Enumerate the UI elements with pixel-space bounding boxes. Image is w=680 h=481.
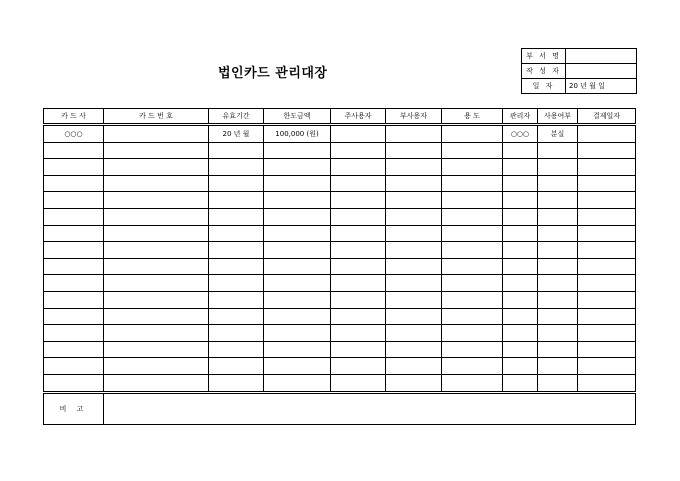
- table-cell[interactable]: [442, 275, 503, 292]
- table-cell[interactable]: [442, 208, 503, 225]
- table-cell[interactable]: [104, 258, 209, 275]
- table-row: [44, 175, 636, 192]
- table-cell[interactable]: [331, 258, 386, 275]
- table-cell[interactable]: [538, 308, 578, 325]
- remarks-field[interactable]: [104, 392, 636, 424]
- table-cell[interactable]: [538, 208, 578, 225]
- column-header: 결제일자: [578, 109, 636, 125]
- table-cell[interactable]: [44, 225, 104, 242]
- table-cell[interactable]: 20 년 월: [209, 125, 264, 143]
- table-cell[interactable]: [442, 291, 503, 308]
- table-cell[interactable]: [442, 242, 503, 259]
- table-cell[interactable]: [386, 208, 442, 225]
- table-cell[interactable]: [503, 325, 538, 342]
- table-cell[interactable]: [209, 325, 264, 342]
- table-cell[interactable]: [104, 192, 209, 209]
- table-cell[interactable]: [331, 125, 386, 143]
- table-cell[interactable]: [44, 325, 104, 342]
- table-cell[interactable]: [442, 159, 503, 176]
- approval-row: [522, 64, 637, 79]
- table-cell[interactable]: [578, 308, 636, 325]
- column-header: 주사용자: [331, 109, 386, 125]
- table-row: [44, 142, 636, 159]
- table-cell[interactable]: [538, 291, 578, 308]
- table-cell[interactable]: [386, 291, 442, 308]
- table-cell[interactable]: [264, 208, 331, 225]
- table-cell[interactable]: [44, 192, 104, 209]
- table-row: [44, 125, 636, 143]
- approval-label: 부 서 명: [522, 49, 566, 64]
- table-cell[interactable]: [386, 159, 442, 176]
- table-cell[interactable]: [538, 358, 578, 375]
- table-cell[interactable]: [538, 142, 578, 159]
- table-cell[interactable]: [442, 225, 503, 242]
- table-cell[interactable]: [331, 175, 386, 192]
- table-cell[interactable]: 분실: [538, 125, 578, 143]
- table-cell[interactable]: [386, 308, 442, 325]
- table-cell[interactable]: [44, 175, 104, 192]
- table-cell[interactable]: [442, 192, 503, 209]
- table-cell[interactable]: [104, 125, 209, 143]
- table-cell[interactable]: [578, 358, 636, 375]
- table-cell[interactable]: [578, 225, 636, 242]
- table-cell[interactable]: [578, 208, 636, 225]
- table-cell[interactable]: [503, 208, 538, 225]
- table-cell[interactable]: [264, 308, 331, 325]
- table-cell[interactable]: [578, 258, 636, 275]
- table-cell[interactable]: [538, 374, 578, 392]
- table-cell[interactable]: [209, 308, 264, 325]
- table-cell[interactable]: [538, 192, 578, 209]
- table-cell[interactable]: ○○○: [44, 125, 104, 143]
- table-cell[interactable]: [331, 159, 386, 176]
- table-cell[interactable]: [442, 125, 503, 143]
- table-cell[interactable]: [209, 258, 264, 275]
- table-cell[interactable]: [503, 358, 538, 375]
- table-cell[interactable]: [331, 291, 386, 308]
- table-cell[interactable]: [104, 225, 209, 242]
- table-cell[interactable]: [331, 192, 386, 209]
- table-cell[interactable]: [331, 242, 386, 259]
- remarks-row: [44, 392, 636, 424]
- table-cell[interactable]: [386, 225, 442, 242]
- header-row: [44, 109, 636, 125]
- table-cell[interactable]: [386, 142, 442, 159]
- table-row: [44, 258, 636, 275]
- column-header: 카 드 사: [44, 109, 104, 125]
- table-cell[interactable]: [386, 125, 442, 143]
- table-cell[interactable]: [503, 258, 538, 275]
- table-row: [44, 291, 636, 308]
- table-cell[interactable]: [104, 159, 209, 176]
- table-cell[interactable]: [209, 142, 264, 159]
- table-cell[interactable]: [331, 374, 386, 392]
- table-cell[interactable]: [578, 125, 636, 143]
- table-cell[interactable]: [209, 225, 264, 242]
- table-cell[interactable]: [578, 275, 636, 292]
- table-cell[interactable]: [331, 308, 386, 325]
- table-cell[interactable]: [538, 341, 578, 358]
- table-cell[interactable]: [538, 325, 578, 342]
- table-cell[interactable]: [264, 225, 331, 242]
- table-cell[interactable]: [44, 142, 104, 159]
- table-cell[interactable]: [386, 192, 442, 209]
- approval-box: [521, 48, 637, 94]
- table-cell[interactable]: [209, 208, 264, 225]
- table-cell[interactable]: [104, 242, 209, 259]
- table-cell[interactable]: [264, 192, 331, 209]
- table-cell[interactable]: [209, 275, 264, 292]
- table-cell[interactable]: [44, 242, 104, 259]
- table-cell[interactable]: [44, 341, 104, 358]
- table-cell[interactable]: [442, 175, 503, 192]
- table-cell[interactable]: [331, 358, 386, 375]
- table-cell[interactable]: [264, 291, 331, 308]
- table-cell[interactable]: [503, 175, 538, 192]
- table-cell[interactable]: [44, 358, 104, 375]
- table-cell[interactable]: [209, 358, 264, 375]
- table-cell[interactable]: [578, 142, 636, 159]
- table-cell[interactable]: [104, 291, 209, 308]
- table-cell[interactable]: [386, 341, 442, 358]
- table-cell[interactable]: [44, 258, 104, 275]
- table-cell[interactable]: [503, 225, 538, 242]
- table-cell[interactable]: [264, 258, 331, 275]
- table-cell[interactable]: [503, 192, 538, 209]
- table-cell[interactable]: 100,000 (원): [264, 125, 331, 143]
- table-cell[interactable]: [503, 374, 538, 392]
- table-cell[interactable]: [538, 159, 578, 176]
- table-cell[interactable]: [331, 208, 386, 225]
- table-cell[interactable]: [442, 308, 503, 325]
- table-cell[interactable]: [578, 192, 636, 209]
- table-cell[interactable]: [538, 275, 578, 292]
- table-cell[interactable]: [386, 374, 442, 392]
- column-header: 한도금액: [264, 109, 331, 125]
- table-cell[interactable]: [331, 225, 386, 242]
- document-title: 법인카드 관리대장: [218, 66, 328, 81]
- column-header: 부사용자: [386, 109, 442, 125]
- table-cell[interactable]: [386, 358, 442, 375]
- column-header: 관리자: [503, 109, 538, 125]
- table-cell[interactable]: [442, 358, 503, 375]
- table-cell[interactable]: [538, 225, 578, 242]
- table-cell[interactable]: [331, 142, 386, 159]
- table-cell[interactable]: [386, 242, 442, 259]
- table-row: [44, 341, 636, 358]
- table-cell[interactable]: [442, 142, 503, 159]
- table-cell[interactable]: [44, 159, 104, 176]
- table-cell[interactable]: [264, 242, 331, 259]
- table-cell[interactable]: [209, 242, 264, 259]
- table-row: [44, 358, 636, 375]
- table-cell[interactable]: [104, 308, 209, 325]
- table-row: [44, 192, 636, 209]
- table-cell[interactable]: [386, 275, 442, 292]
- table-cell[interactable]: [104, 325, 209, 342]
- approval-label: 일 자: [522, 79, 566, 94]
- table-cell[interactable]: [503, 142, 538, 159]
- table-row: [44, 325, 636, 342]
- table-row: [44, 208, 636, 225]
- table-cell[interactable]: [104, 358, 209, 375]
- table-row: [44, 374, 636, 392]
- table-cell[interactable]: [209, 175, 264, 192]
- table-cell[interactable]: [386, 325, 442, 342]
- table-cell[interactable]: [578, 291, 636, 308]
- table-cell[interactable]: [503, 159, 538, 176]
- table-cell[interactable]: [264, 142, 331, 159]
- table-cell[interactable]: [442, 258, 503, 275]
- table-cell[interactable]: [331, 325, 386, 342]
- table-cell[interactable]: [209, 374, 264, 392]
- approval-row: [522, 79, 637, 94]
- table-cell[interactable]: [386, 258, 442, 275]
- table-cell[interactable]: [503, 242, 538, 259]
- table-cell[interactable]: [538, 175, 578, 192]
- column-header: 용 도: [442, 109, 503, 125]
- table-cell[interactable]: [264, 374, 331, 392]
- table-cell[interactable]: [578, 175, 636, 192]
- column-header: 카 드 번 호: [104, 109, 209, 125]
- table-cell[interactable]: [386, 175, 442, 192]
- table-cell[interactable]: [264, 358, 331, 375]
- table-cell[interactable]: [578, 325, 636, 342]
- table-cell[interactable]: [503, 308, 538, 325]
- table-row: [44, 159, 636, 176]
- approval-value[interactable]: [566, 49, 637, 64]
- table-cell[interactable]: [442, 341, 503, 358]
- table-cell[interactable]: [264, 275, 331, 292]
- table-cell[interactable]: [331, 275, 386, 292]
- table-cell[interactable]: [578, 242, 636, 259]
- table-cell[interactable]: [44, 291, 104, 308]
- table-cell[interactable]: [264, 341, 331, 358]
- table-cell[interactable]: [442, 325, 503, 342]
- column-header: 유효기간: [209, 109, 264, 125]
- table-cell[interactable]: [503, 291, 538, 308]
- table-row: [44, 308, 636, 325]
- table-row: [44, 225, 636, 242]
- table-cell[interactable]: [264, 325, 331, 342]
- table-cell[interactable]: [538, 242, 578, 259]
- table-cell[interactable]: [264, 159, 331, 176]
- table-cell[interactable]: [503, 275, 538, 292]
- table-cell[interactable]: [104, 142, 209, 159]
- approval-value[interactable]: [566, 64, 637, 79]
- table-cell[interactable]: [578, 374, 636, 392]
- approval-row: [522, 49, 637, 64]
- table-cell[interactable]: [442, 374, 503, 392]
- table-cell[interactable]: [104, 374, 209, 392]
- table-cell[interactable]: [104, 341, 209, 358]
- remarks-label: 비 고: [44, 392, 104, 424]
- table-cell[interactable]: [44, 374, 104, 392]
- table-cell[interactable]: [578, 159, 636, 176]
- table-cell[interactable]: [104, 208, 209, 225]
- table-cell[interactable]: ○○○: [503, 125, 538, 143]
- table-row: [44, 242, 636, 259]
- column-header: 사용여부: [538, 109, 578, 125]
- table-cell[interactable]: [578, 341, 636, 358]
- table-cell[interactable]: [104, 275, 209, 292]
- table-cell[interactable]: [209, 291, 264, 308]
- table-cell[interactable]: [104, 175, 209, 192]
- table-cell[interactable]: [44, 275, 104, 292]
- table-cell[interactable]: [209, 341, 264, 358]
- approval-value[interactable]: 20 년 월 일: [566, 79, 637, 94]
- approval-label: 작 성 자: [522, 64, 566, 79]
- table-cell[interactable]: [209, 159, 264, 176]
- table-cell[interactable]: [44, 308, 104, 325]
- card-ledger-table: [43, 108, 636, 425]
- table-cell[interactable]: [209, 192, 264, 209]
- table-row: [44, 275, 636, 292]
- table-cell[interactable]: [503, 341, 538, 358]
- table-cell[interactable]: [44, 208, 104, 225]
- table-cell[interactable]: [264, 175, 331, 192]
- table-cell[interactable]: [538, 258, 578, 275]
- table-cell[interactable]: [331, 341, 386, 358]
